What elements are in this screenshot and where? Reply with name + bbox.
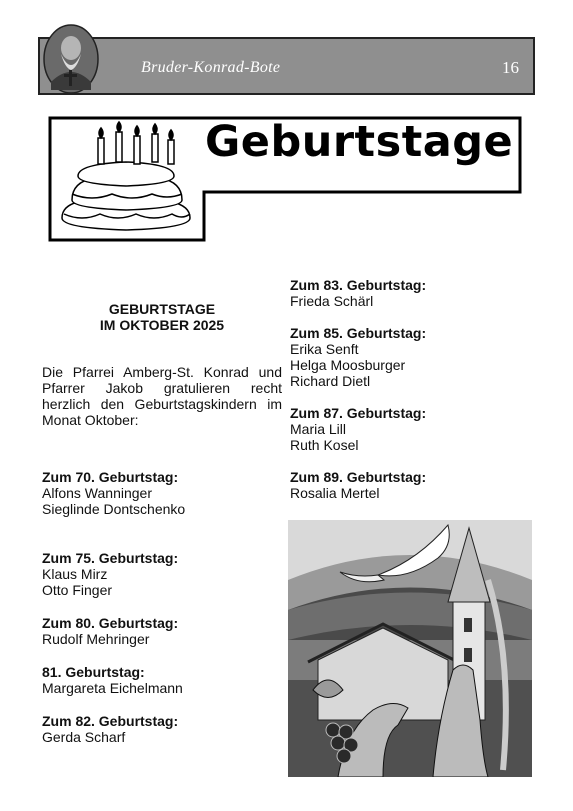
intro-line: Die Pfarrei Amberg-St. Konrad und (42, 364, 282, 380)
group-heading: Zum 87. Geburtstag: (290, 405, 427, 421)
heading-line: IM OKTOBER 2025 (99, 317, 225, 333)
right-column (290, 277, 530, 501)
person-name: Helga Moosburger (290, 357, 406, 373)
person-name: Gerda Scharf (42, 729, 126, 745)
person-name: Erika Senft (290, 341, 359, 357)
group-heading: Zum 85. Geburtstag: (290, 325, 427, 341)
person-name: Klaus Mirz (42, 566, 108, 582)
group-heading: Zum 75. Geburtstag: (42, 550, 179, 566)
group-heading: 81. Geburtstag: (42, 664, 145, 680)
person-name: Otto Finger (42, 582, 113, 598)
group-heading: Zum 70. Geburtstag: (42, 469, 179, 485)
person-name: Ruth Kosel (290, 437, 359, 453)
person-name: Rudolf Mehringer (42, 631, 150, 647)
birthday-group (42, 664, 282, 696)
person-name: Rosalia Mertel (290, 485, 380, 501)
intro-line: Monat Oktober: (42, 412, 139, 428)
birthday-group (42, 615, 282, 647)
intro-line: herzlich den Geburtstagskindern im (42, 396, 282, 412)
newsletter-title: Bruder-Konrad-Bote (141, 59, 281, 76)
intro-line: Pfarrer Jakob gratulieren recht (42, 380, 282, 396)
person-name: Maria Lill (290, 421, 347, 437)
saint-portrait-image (43, 24, 99, 94)
person-name: Frieda Schärl (290, 293, 374, 309)
person-name: Sieglinde Dontschenko (42, 501, 186, 517)
left-column (42, 301, 282, 745)
birthday-group (290, 277, 530, 309)
intro-paragraph (42, 364, 282, 428)
person-name: Margareta Eichelmann (42, 680, 183, 696)
page-header (38, 37, 535, 95)
birthday-group (290, 405, 530, 453)
group-heading: Zum 89. Geburtstag: (290, 469, 427, 485)
birthday-group (290, 469, 530, 501)
group-heading: Zum 82. Geburtstag: (42, 713, 179, 729)
heading-line: GEBURTSTAGE (108, 301, 216, 317)
page-number: 16 (502, 58, 519, 77)
person-name: Alfons Wanninger (42, 485, 152, 501)
birthday-group (290, 325, 530, 389)
birthday-group (42, 469, 282, 517)
birthday-group (42, 550, 282, 598)
church-dove-illustration (288, 520, 532, 777)
section-heading (42, 301, 282, 333)
group-heading: Zum 83. Geburtstag: (290, 277, 427, 293)
birthday-group (42, 713, 282, 745)
group-heading: Zum 80. Geburtstag: (42, 615, 179, 631)
person-name: Richard Dietl (290, 373, 371, 389)
banner-title: Geburtstage (205, 117, 514, 167)
